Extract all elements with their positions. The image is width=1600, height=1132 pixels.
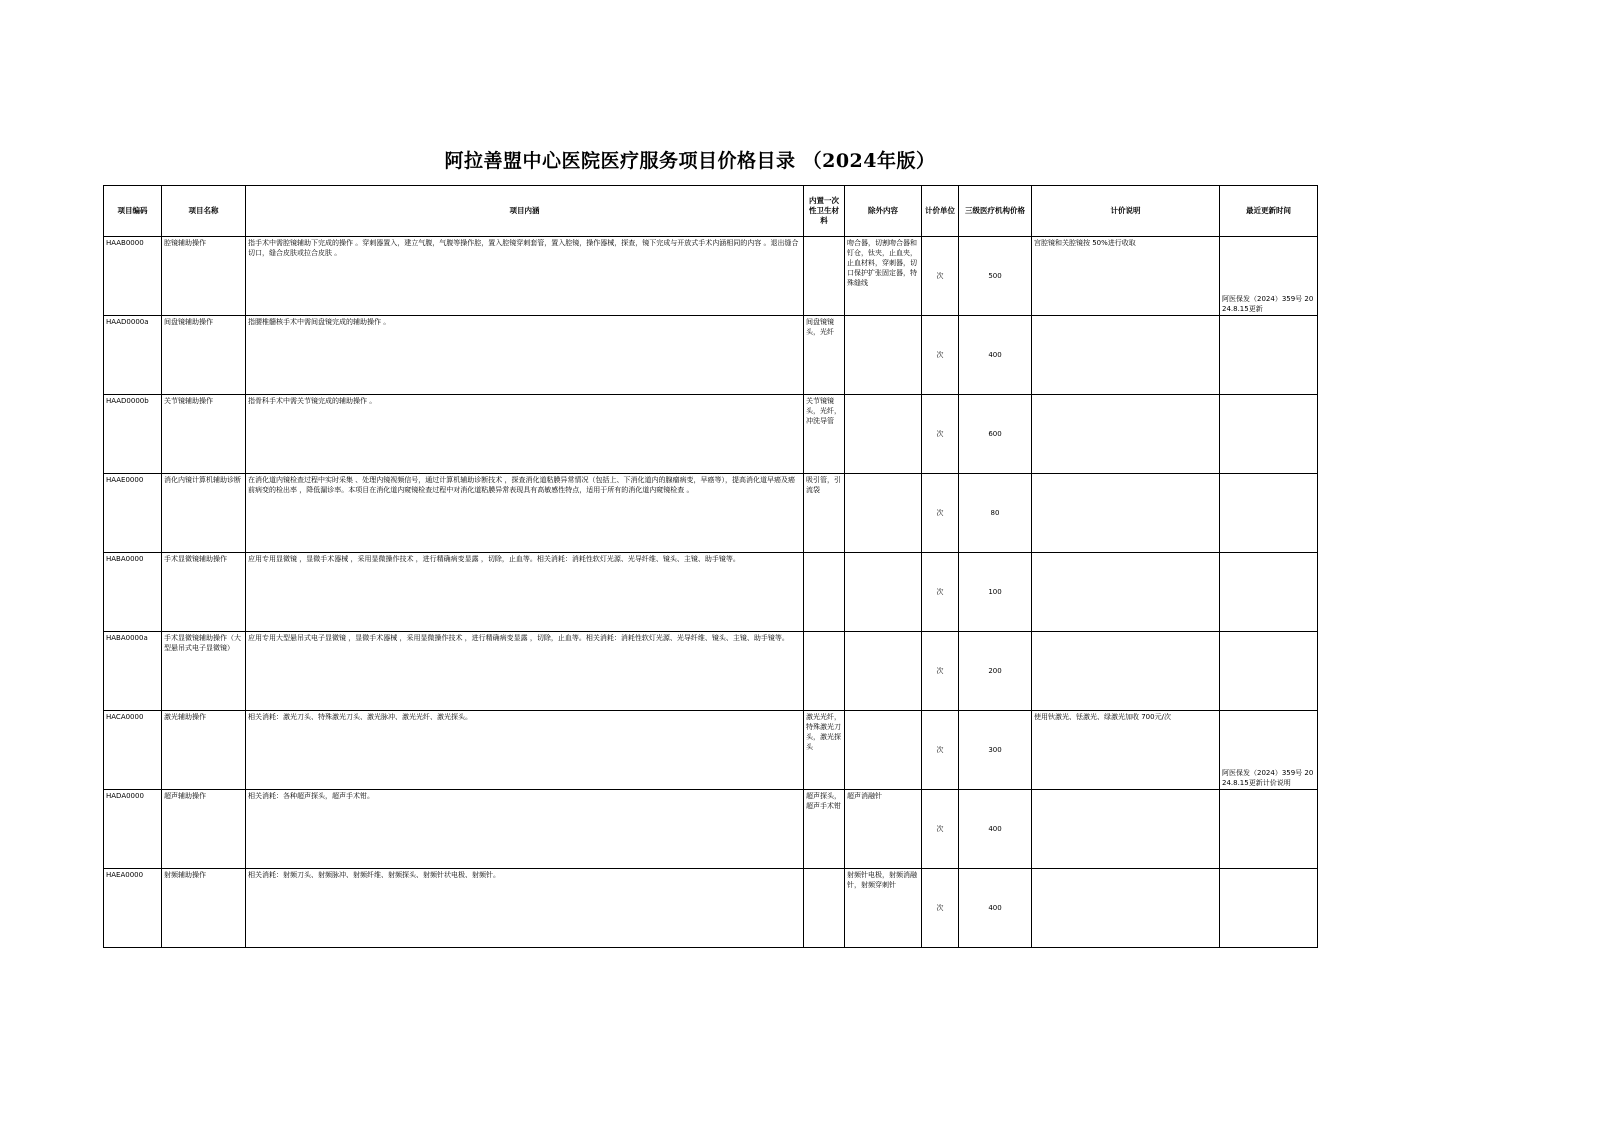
cell-code: HAAE0000 [104, 474, 162, 553]
cell-unit: 次 [922, 790, 959, 869]
cell-exclusions [845, 395, 922, 474]
cell-note [1032, 790, 1220, 869]
cell-price: 400 [959, 790, 1032, 869]
header-exclusions: 除外内容 [845, 186, 922, 237]
cell-content: 指骨科手术中需关节镜完成的辅助操作 。 [246, 395, 804, 474]
cell-updated [1220, 869, 1318, 948]
cell-note [1032, 395, 1220, 474]
cell-materials: 激光光纤，特殊激光刀头，激光探头 [804, 711, 845, 790]
cell-code: HABA0000 [104, 553, 162, 632]
cell-unit: 次 [922, 553, 959, 632]
header-updated: 最近更新时间 [1220, 186, 1318, 237]
cell-note: 宫腔镜和关腔镜按 50%进行收取 [1032, 237, 1220, 316]
cell-name: 超声辅助操作 [162, 790, 246, 869]
cell-materials: 吸引管，引流袋 [804, 474, 845, 553]
cell-content: 在消化道内镜检查过程中实时采集 、处理内镜视频信号，通过计算机辅助诊断技术 ，探查消化道粘膜异常情况（包括上、下消化道内的腺瘤病变，早癌等），提高消化道早癌及癌前病变的检出率 ，降低漏诊率。本项目在消化道内窥镜检查过程中对消化道粘膜异常表现具有高敏感性特点，适用于所有的消化道内窥镜检查 。 [246, 474, 804, 553]
header-note: 计价说明 [1032, 186, 1220, 237]
cell-exclusions [845, 632, 922, 711]
cell-price: 400 [959, 316, 1032, 395]
cell-unit: 次 [922, 474, 959, 553]
cell-name: 手术显微镜辅助操作（大型悬吊式电子显微镜） [162, 632, 246, 711]
cell-exclusions [845, 474, 922, 553]
cell-materials [804, 237, 845, 316]
cell-materials [804, 632, 845, 711]
table-row [104, 790, 1318, 869]
cell-code: HAAD0000a [104, 316, 162, 395]
cell-updated [1220, 632, 1318, 711]
cell-code: HAEA0000 [104, 869, 162, 948]
cell-unit: 次 [922, 711, 959, 790]
cell-unit: 次 [922, 316, 959, 395]
cell-price: 400 [959, 869, 1032, 948]
cell-materials: 关节镜镜头，光纤，冲洗导管 [804, 395, 845, 474]
cell-materials: 超声探头，超声手术钳 [804, 790, 845, 869]
cell-exclusions [845, 316, 922, 395]
cell-materials: 间盘镜镜头，光纤 [804, 316, 845, 395]
cell-updated [1220, 316, 1318, 395]
cell-content: 相关消耗：射频刀头、射频脉冲、射频纤维、射频探头、射频针状电极、射频针。 [246, 869, 804, 948]
cell-code: HADA0000 [104, 790, 162, 869]
table-row [104, 316, 1318, 395]
header-name: 项目名称 [162, 186, 246, 237]
table-row [104, 711, 1318, 790]
cell-note: 使用钬激光、铥激光、绿激光加收 700元/次 [1032, 711, 1220, 790]
cell-unit: 次 [922, 632, 959, 711]
cell-updated: 阿医保发（2024）359号 2024.8.15更新 [1220, 237, 1318, 316]
cell-name: 腔镜辅助操作 [162, 237, 246, 316]
table-row [104, 237, 1318, 316]
cell-materials [804, 553, 845, 632]
cell-unit: 次 [922, 869, 959, 948]
cell-code: HACA0000 [104, 711, 162, 790]
header-code: 项目编码 [104, 186, 162, 237]
cell-content: 应用专用大型悬吊式电子显微镜 ，显微手术器械 ，采用显微操作技术 ，进行精确病变显露 ，切除，止血等。相关消耗：消耗性软灯光源、光导纤维、镜头、主镜、助手镜等。 [246, 632, 804, 711]
cell-name: 射频辅助操作 [162, 869, 246, 948]
cell-code: HAAD0000b [104, 395, 162, 474]
header-materials: 内置一次性卫生材料 [804, 186, 845, 237]
header-price: 三级医疗机构价格 [959, 186, 1032, 237]
cell-price: 200 [959, 632, 1032, 711]
cell-content: 指腰椎髓核手术中需间盘镜完成的辅助操作 。 [246, 316, 804, 395]
cell-name: 激光辅助操作 [162, 711, 246, 790]
cell-exclusions: 吻合器，切割吻合器和钉仓，钛夹，止血夹，止血材料，穿刺器，切口保护扩张固定器，特殊缝线 [845, 237, 922, 316]
cell-price: 100 [959, 553, 1032, 632]
table-row [104, 474, 1318, 553]
cell-unit: 次 [922, 237, 959, 316]
cell-code: HABA0000a [104, 632, 162, 711]
header-unit: 计价单位 [922, 186, 959, 237]
cell-unit: 次 [922, 395, 959, 474]
cell-price: 600 [959, 395, 1032, 474]
cell-exclusions [845, 711, 922, 790]
cell-price: 500 [959, 237, 1032, 316]
cell-updated [1220, 553, 1318, 632]
cell-note [1032, 553, 1220, 632]
cell-updated [1220, 790, 1318, 869]
table-row [104, 553, 1318, 632]
cell-note [1032, 474, 1220, 553]
cell-content: 指手术中需腔镜辅助下完成的操作 。穿刺器置入，建立气腹，气腹等操作腔，置入腔镜穿刺套管，置入腔镜，操作器械，探查，镜下完成与开放式手术内涵相同的内容 。退出缝合切口，缝合皮肤或拉合皮肤 。 [246, 237, 804, 316]
cell-name: 关节镜辅助操作 [162, 395, 246, 474]
cell-note [1032, 632, 1220, 711]
cell-updated: 阿医保发（2024）359号 2024.8.15更新计价说明 [1220, 711, 1318, 790]
cell-content: 相关消耗：激光刀头、特殊激光刀头、激光脉冲、激光光纤、激光探头。 [246, 711, 804, 790]
table-row [104, 395, 1318, 474]
cell-price: 300 [959, 711, 1032, 790]
cell-exclusions: 射频针电极，射频消融针，射频穿刺针 [845, 869, 922, 948]
cell-materials [804, 869, 845, 948]
cell-exclusions: 超声消融针 [845, 790, 922, 869]
cell-note [1032, 869, 1220, 948]
cell-name: 间盘镜辅助操作 [162, 316, 246, 395]
table-row [104, 869, 1318, 948]
header-content: 项目内涵 [246, 186, 804, 237]
price-table [103, 185, 1318, 948]
header-row [104, 186, 1318, 237]
page-title: 阿拉善盟中心医院医疗服务项目价格目录 （2024年版） [444, 150, 936, 172]
cell-exclusions [845, 553, 922, 632]
cell-code: HAAB0000 [104, 237, 162, 316]
cell-price: 80 [959, 474, 1032, 553]
cell-content: 相关消耗：各种超声探头，超声手术钳。 [246, 790, 804, 869]
cell-note [1032, 316, 1220, 395]
cell-updated [1220, 395, 1318, 474]
cell-name: 手术显微镜辅助操作 [162, 553, 246, 632]
cell-updated [1220, 474, 1318, 553]
cell-content: 应用专用显微镜 ，显微手术器械 ，采用显微操作技术 ，进行精确病变显露 ，切除，止血等。相关消耗：消耗性软灯光源、光导纤维、镜头、主镜、助手镜等。 [246, 553, 804, 632]
table-row [104, 632, 1318, 711]
cell-name: 消化内镜计算机辅助诊断 [162, 474, 246, 553]
